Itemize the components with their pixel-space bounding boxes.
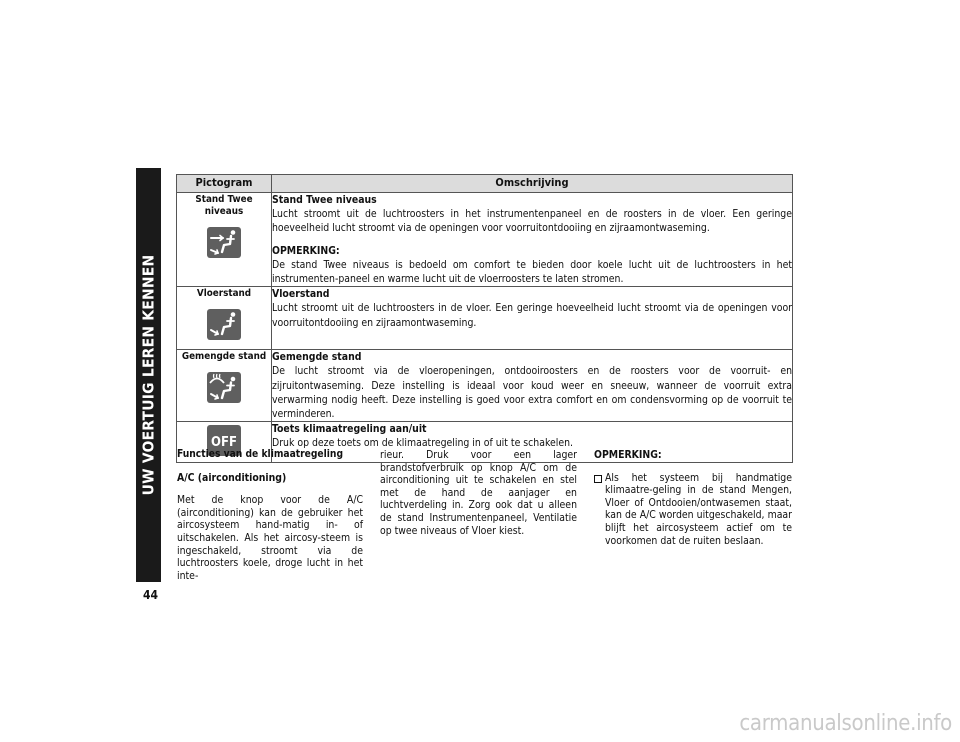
- icon-cell: [177, 350, 272, 422]
- icon-label: Vloerstand: [196, 288, 252, 300]
- page-number: 44: [143, 588, 159, 602]
- icon-cell: [177, 287, 272, 350]
- row-title: Stand Twee niveaus: [272, 194, 377, 206]
- header-description: Omschrijving: [272, 175, 793, 193]
- note-label: OPMERKING:: [272, 244, 340, 257]
- text-column-1: [177, 449, 363, 582]
- table-row: [177, 287, 793, 350]
- chapter-title: [136, 168, 161, 582]
- icon-cell: [177, 193, 272, 287]
- row-text: Lucht stroomt uit de luchtroosters in het instrumentenpaneel en de roosters in de vloer. Een geringe hoeveelheid lucht stroomt via de openingen voor voorruitontdooiing en zijraamontwaseming.: [272, 208, 792, 235]
- note-label: OPMERKING:: [594, 449, 662, 461]
- bullet-text: Als het systeem bij handmatige klimaatre-geling in de stand Mengen, Vloer of Ontdooien/ontwasemen staat, kan de A/C worden uitgeschakeld, maar blijft het aircosysteem actief om te voorkomen dat de ruiten beslaan.: [605, 471, 792, 547]
- icon-label: Gemengde stand: [181, 351, 267, 363]
- text-column-2: [380, 449, 577, 537]
- header-icon: Pictogram: [177, 175, 272, 193]
- row-text: Druk op deze toets om de klimaatregeling in of uit te schakelen.: [272, 437, 573, 450]
- row-text: Lucht stroomt uit de luchtroosters in de vloer. Een geringe hoeveelheid lucht stroomt via de openingen voor voorruitontdooiing en zijraamontwaseming.: [272, 302, 792, 329]
- row-title: Gemengde stand: [272, 351, 362, 364]
- floor-airflow-icon: [207, 309, 241, 340]
- row-title: Toets klimaatregeling aan/uit: [272, 423, 427, 436]
- subsection-title: A/C (airconditioning): [177, 471, 287, 484]
- section-title: Functies van de klimaatregeling: [177, 449, 344, 460]
- row-text: De lucht stroomt via de vloeropeningen, ontdooiroosters en de roosters voor de voorruit- en zijruitontwaseming. Deze instelling is ideaal voor koud weer en sneeuw, wanneer de voorruit extra verwarming nodig heeft. Deze instelling is goed voor extra comfort en om condensvorming op de voorruit te verminderen.: [272, 365, 792, 421]
- table-row: [177, 350, 793, 422]
- table-header-row: [177, 175, 793, 193]
- watermark: carmanualsonline.info: [739, 711, 952, 736]
- off-icon-text: OFF: [211, 435, 237, 451]
- paragraph: Met de knop voor de A/C (airconditioning) kan de gebruiker het aircosysteem hand-matig in- of uitschakelen. Als het aircosy-steem is ingeschakeld, stroomt via de luchtroosters koele, droge lucht in het inte-: [177, 494, 363, 582]
- description-cell: [272, 350, 793, 422]
- bilevel-airflow-icon: [207, 227, 241, 258]
- text-column-3: [594, 449, 792, 547]
- icon-label: Stand Twee niveaus: [195, 194, 253, 217]
- climate-modes-table: [176, 174, 793, 463]
- paragraph: rieur. Druk voor een lager brandstofverbruik op knop A/C om de airconditioning uit te schakelen en stel met de hand de aanjager en luchtverdeling in. Zorg ook dat u alleen de stand Instrumentenpaneel, Ventilatie op twee niveaus of Vloer kiest.: [380, 449, 577, 537]
- row-title: Vloerstand: [272, 288, 330, 301]
- note-text: De stand Twee niveaus is bedoeld om comfort te bieden door koele lucht uit de luchtroosters in het instrumenten-paneel en warme lucht uit de vloerroosters te laten stromen.: [272, 258, 792, 286]
- mix-mode-icon: [207, 372, 241, 403]
- note-bullet: [594, 472, 792, 548]
- description-cell: [272, 193, 793, 287]
- table-row: [177, 193, 793, 287]
- square-bullet-icon: [594, 472, 605, 548]
- chapter-title-text: UW VOERTUIG LEREN KENNEN: [139, 254, 158, 496]
- description-cell: [272, 287, 793, 350]
